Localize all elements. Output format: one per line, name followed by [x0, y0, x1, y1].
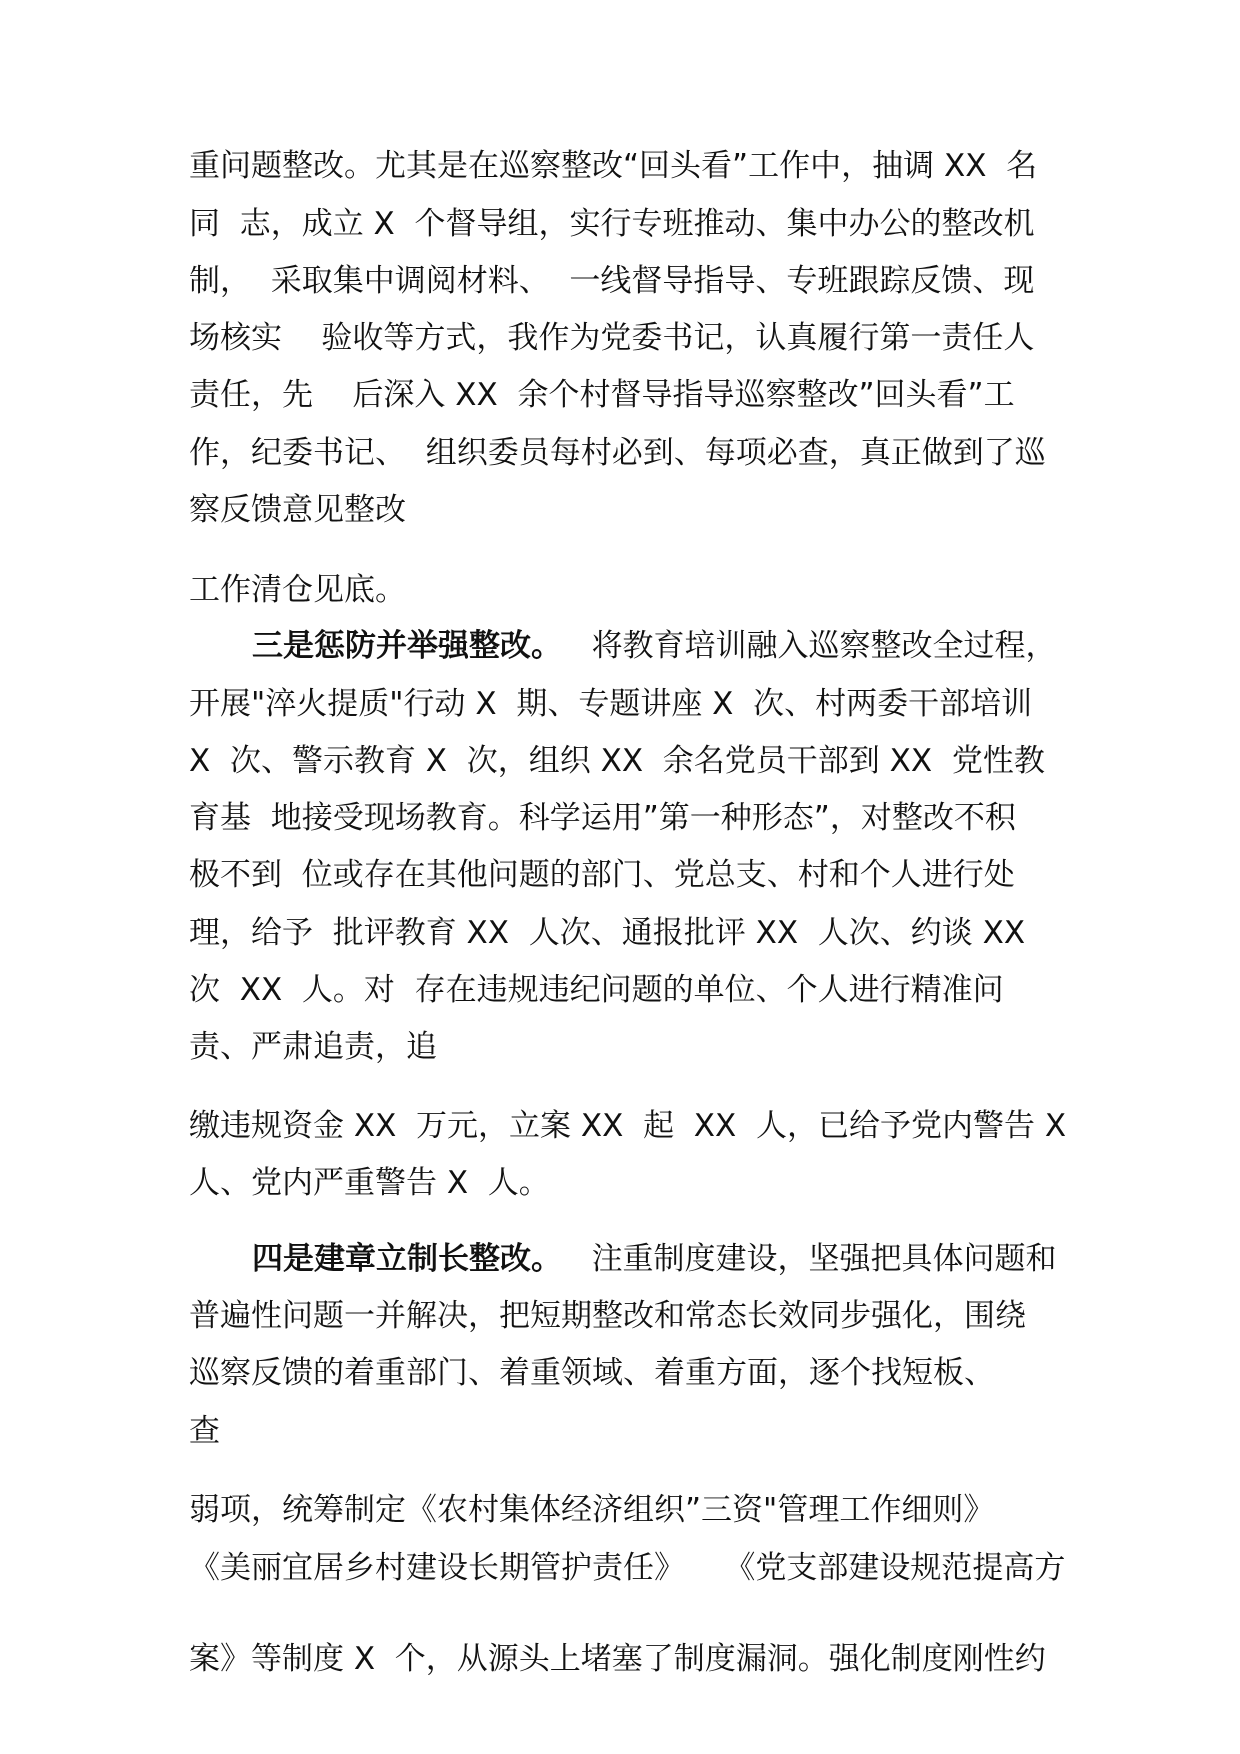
text-line: 制， 采取集中调阅材料、 一线督导指导、专班跟踪反馈、现: [189, 263, 1035, 299]
text-line: 案》等制度 X 个，从源头上堵塞了制度漏洞。强化制度刚性约: [189, 1641, 1046, 1677]
text-line: 场核实 验收等方式，我作为党委书记，认真履行第一责任人: [189, 320, 1035, 356]
text-line: 责、严肃追责，追: [189, 1029, 437, 1065]
text-line: 缴违规资金 XX 万元，立案 XX 起 XX 人，已给予党内警告 X: [189, 1108, 1067, 1144]
text-line: 次 XX 人。对 存在违规违纪问题的单位、个人进行精准问: [189, 972, 1004, 1008]
text-line: 育基 地接受现场教育。科学运用”第一种形态”，对整改不积: [189, 800, 1016, 836]
text-line: 查: [189, 1413, 220, 1449]
text-line: 察反馈意见整改: [189, 492, 406, 528]
text-line: 《美丽宜居乡村建设长期管护责任》 《党支部建设规范提高方: [189, 1550, 1066, 1586]
text-line: 弱项，统筹制定《农村集体经济组织”三资"管理工作细则》: [189, 1492, 995, 1528]
text-line: 作，纪委书记、 组织委员每村必到、每项必查，真正做到了巡: [189, 435, 1046, 471]
text-line: 责任，先 后深入 XX 余个村督导指导巡察整改”回头看”工: [189, 377, 1015, 413]
text-line: 理，给予 批评教育 XX 人次、通报批评 XX 人次、约谈 XX: [189, 915, 1026, 951]
text-line: 同 志，成立 X 个督导组，实行专班推动、集中办公的整改机: [189, 206, 1035, 242]
text-line: X 次、警示教育 X 次，组织 XX 余名党员干部到 XX 党性教: [189, 743, 1045, 779]
text-line: 开展"淬火提质"行动 X 期、专题讲座 X 次、村两委干部培训: [189, 686, 1033, 722]
text-line: 人、党内严重警告 X 人。: [189, 1165, 550, 1201]
paragraph-first-line: [252, 1239, 1057, 1279]
text-line: 极不到 位或存在其他问题的部门、党总支、村和个人进行处: [189, 857, 1015, 893]
text-line: 工作清仓见底。: [189, 572, 406, 608]
text-run: 将教育培训融入巡察整改全过程，: [591, 628, 1057, 664]
section-heading: 三是惩防并举强整改。: [252, 628, 562, 664]
text-line: 重问题整改。尤其是在巡察整改“回头看”工作中，抽调 XX 名: [189, 148, 1038, 184]
text-line: 巡察反馈的着重部门、着重领域、着重方面，逐个找短板、: [189, 1355, 995, 1391]
paragraph-first-line: [252, 626, 1057, 666]
text-run: 注重制度建设，坚强把具体问题和: [591, 1241, 1057, 1277]
text-line: 普遍性问题一并解决，把短期整改和常态长效同步强化，围绕: [189, 1298, 1026, 1334]
section-heading: 四是建章立制长整改。: [252, 1241, 562, 1277]
